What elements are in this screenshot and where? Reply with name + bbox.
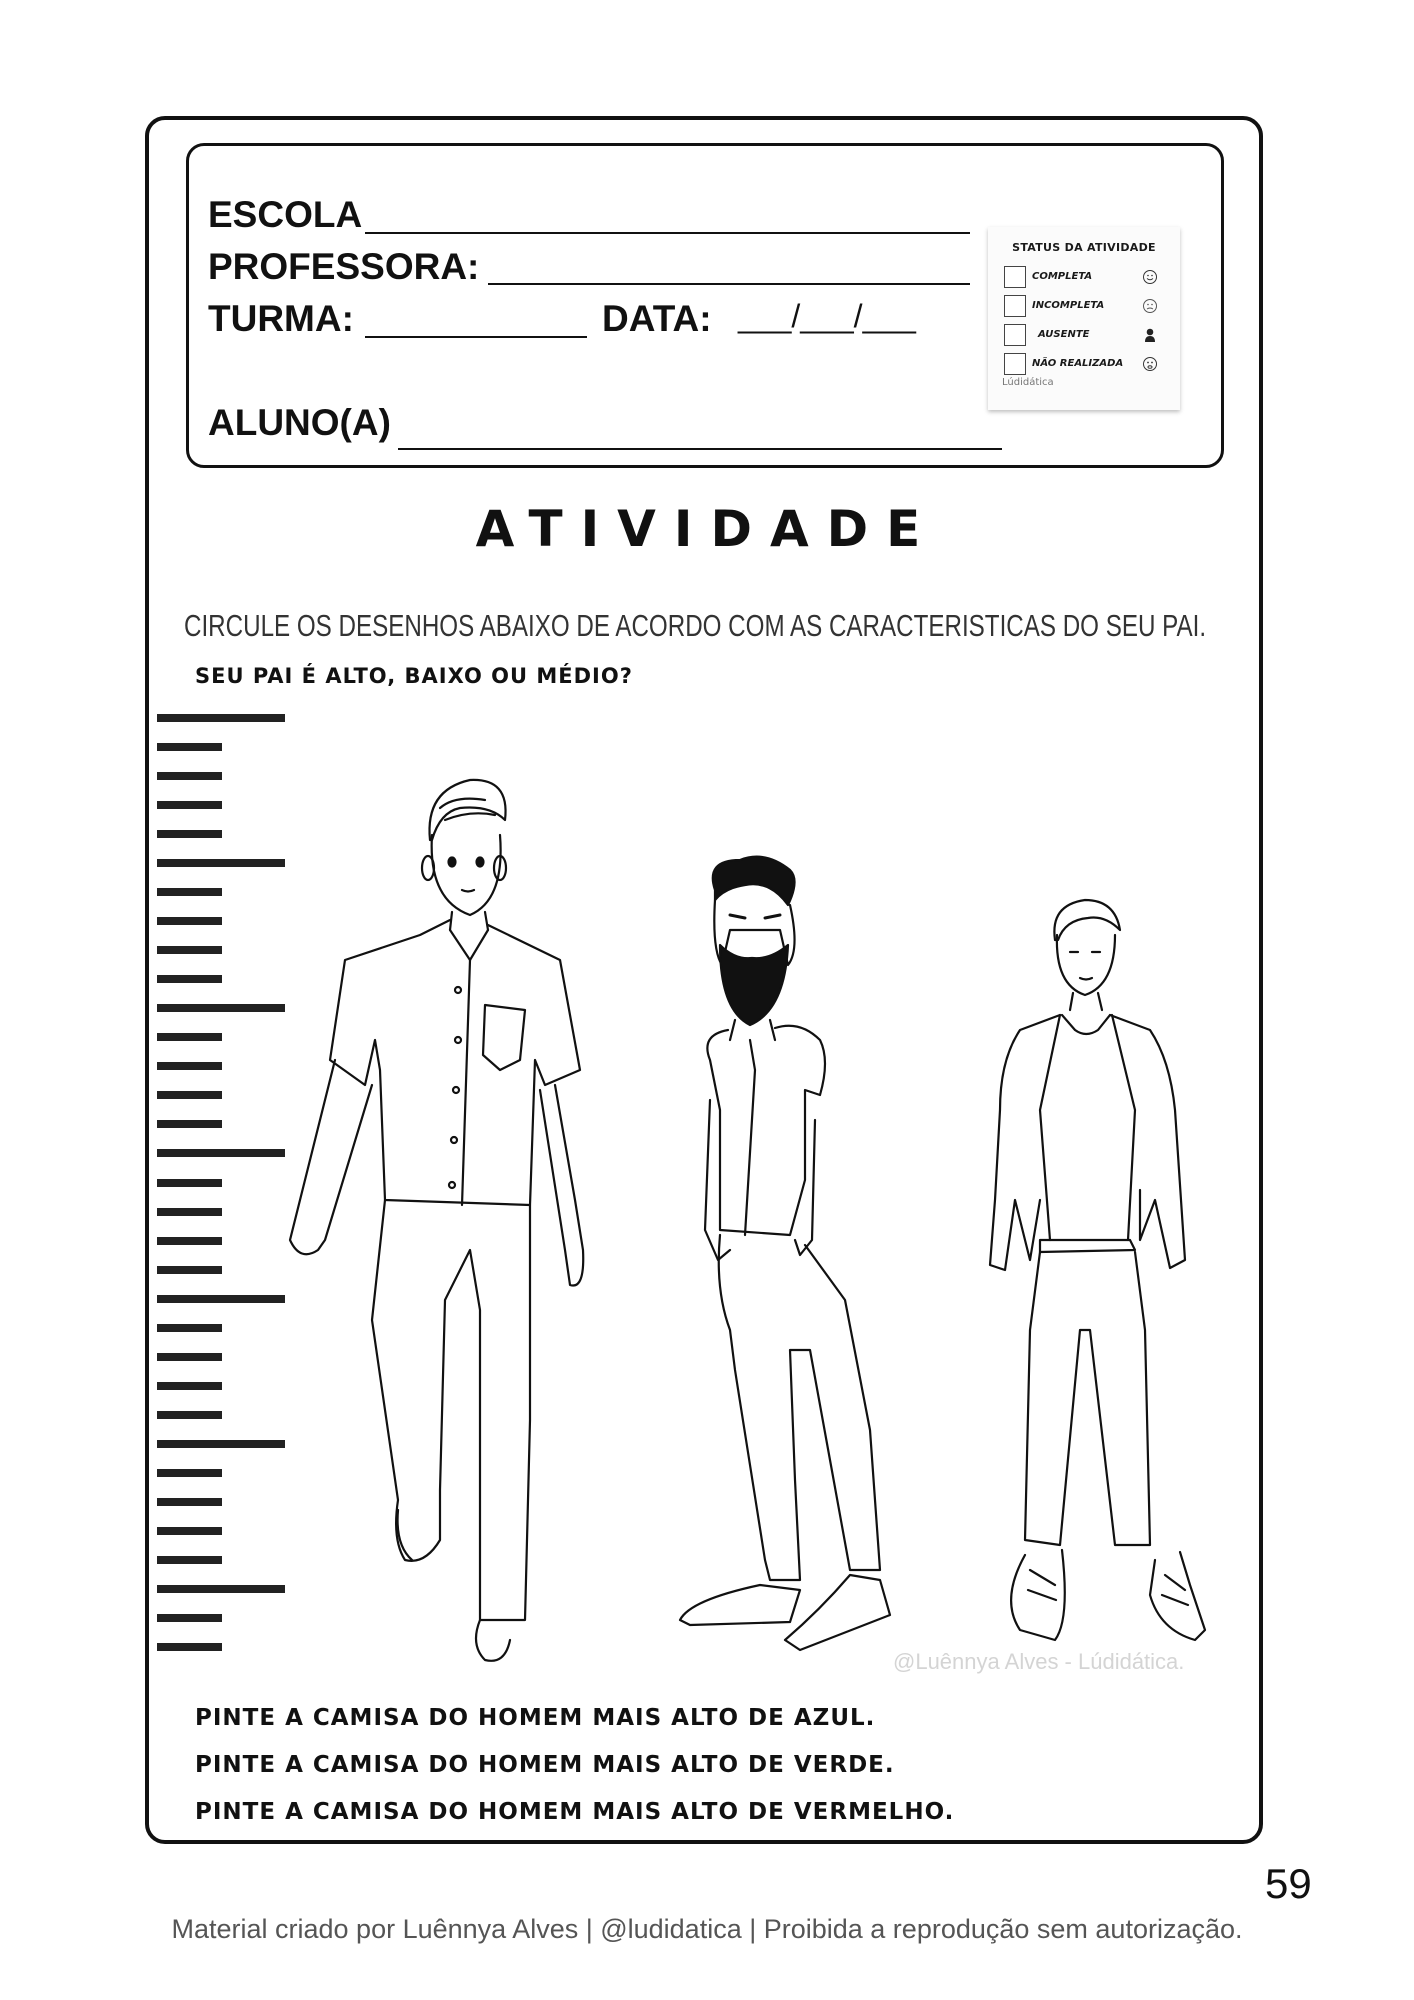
page-number: 59 bbox=[1265, 1860, 1312, 1907]
activity-title: ATIVIDADE bbox=[475, 500, 939, 558]
task-item: PINTE A CAMISA DO HOMEM MAIS ALTO DE VERDE. bbox=[195, 1752, 895, 1778]
status-label: COMPLETA bbox=[1032, 271, 1093, 282]
data-label: DATA: bbox=[602, 298, 712, 339]
aluno-label: ALUNO(A) bbox=[208, 402, 391, 443]
watermark: @Luênnya Alves - Lúdidática. bbox=[893, 1649, 1185, 1674]
status-label: AUSENTE bbox=[1038, 329, 1090, 340]
professora-label: PROFESSORA: bbox=[208, 246, 480, 287]
task-item: PINTE A CAMISA DO HOMEM MAIS ALTO DE AZUL. bbox=[195, 1705, 876, 1731]
activity-instruction: CIRCULE OS DESENHOS ABAIXO DE ACORDO COM AS CARACTERISTICAS DO SEU PAI. bbox=[184, 608, 1207, 643]
status-label: INCOMPLETA bbox=[1032, 300, 1105, 311]
turma-label: TURMA: bbox=[208, 298, 354, 339]
data-field[interactable]: ___/___/___ bbox=[738, 298, 916, 334]
short-man-figure[interactable] bbox=[990, 900, 1205, 1640]
activity-question: SEU PAI É ALTO, BAIXO OU MÉDIO? bbox=[195, 664, 633, 688]
status-title: STATUS DA ATIVIDADE bbox=[1012, 241, 1156, 254]
status-brand: Lúdidática bbox=[1002, 377, 1054, 388]
bearded-man-figure[interactable] bbox=[680, 857, 890, 1650]
tall-man-figure[interactable] bbox=[290, 780, 583, 1661]
footer-credit: Material criado por Luênnya Alves | @ludidatica | Proibida a reprodução sem autorização. bbox=[171, 1914, 1243, 1944]
escola-label: ESCOLA bbox=[208, 194, 363, 235]
task-item: PINTE A CAMISA DO HOMEM MAIS ALTO DE VERMELHO. bbox=[195, 1799, 955, 1825]
status-label: NÃO REALIZADA bbox=[1032, 358, 1124, 369]
